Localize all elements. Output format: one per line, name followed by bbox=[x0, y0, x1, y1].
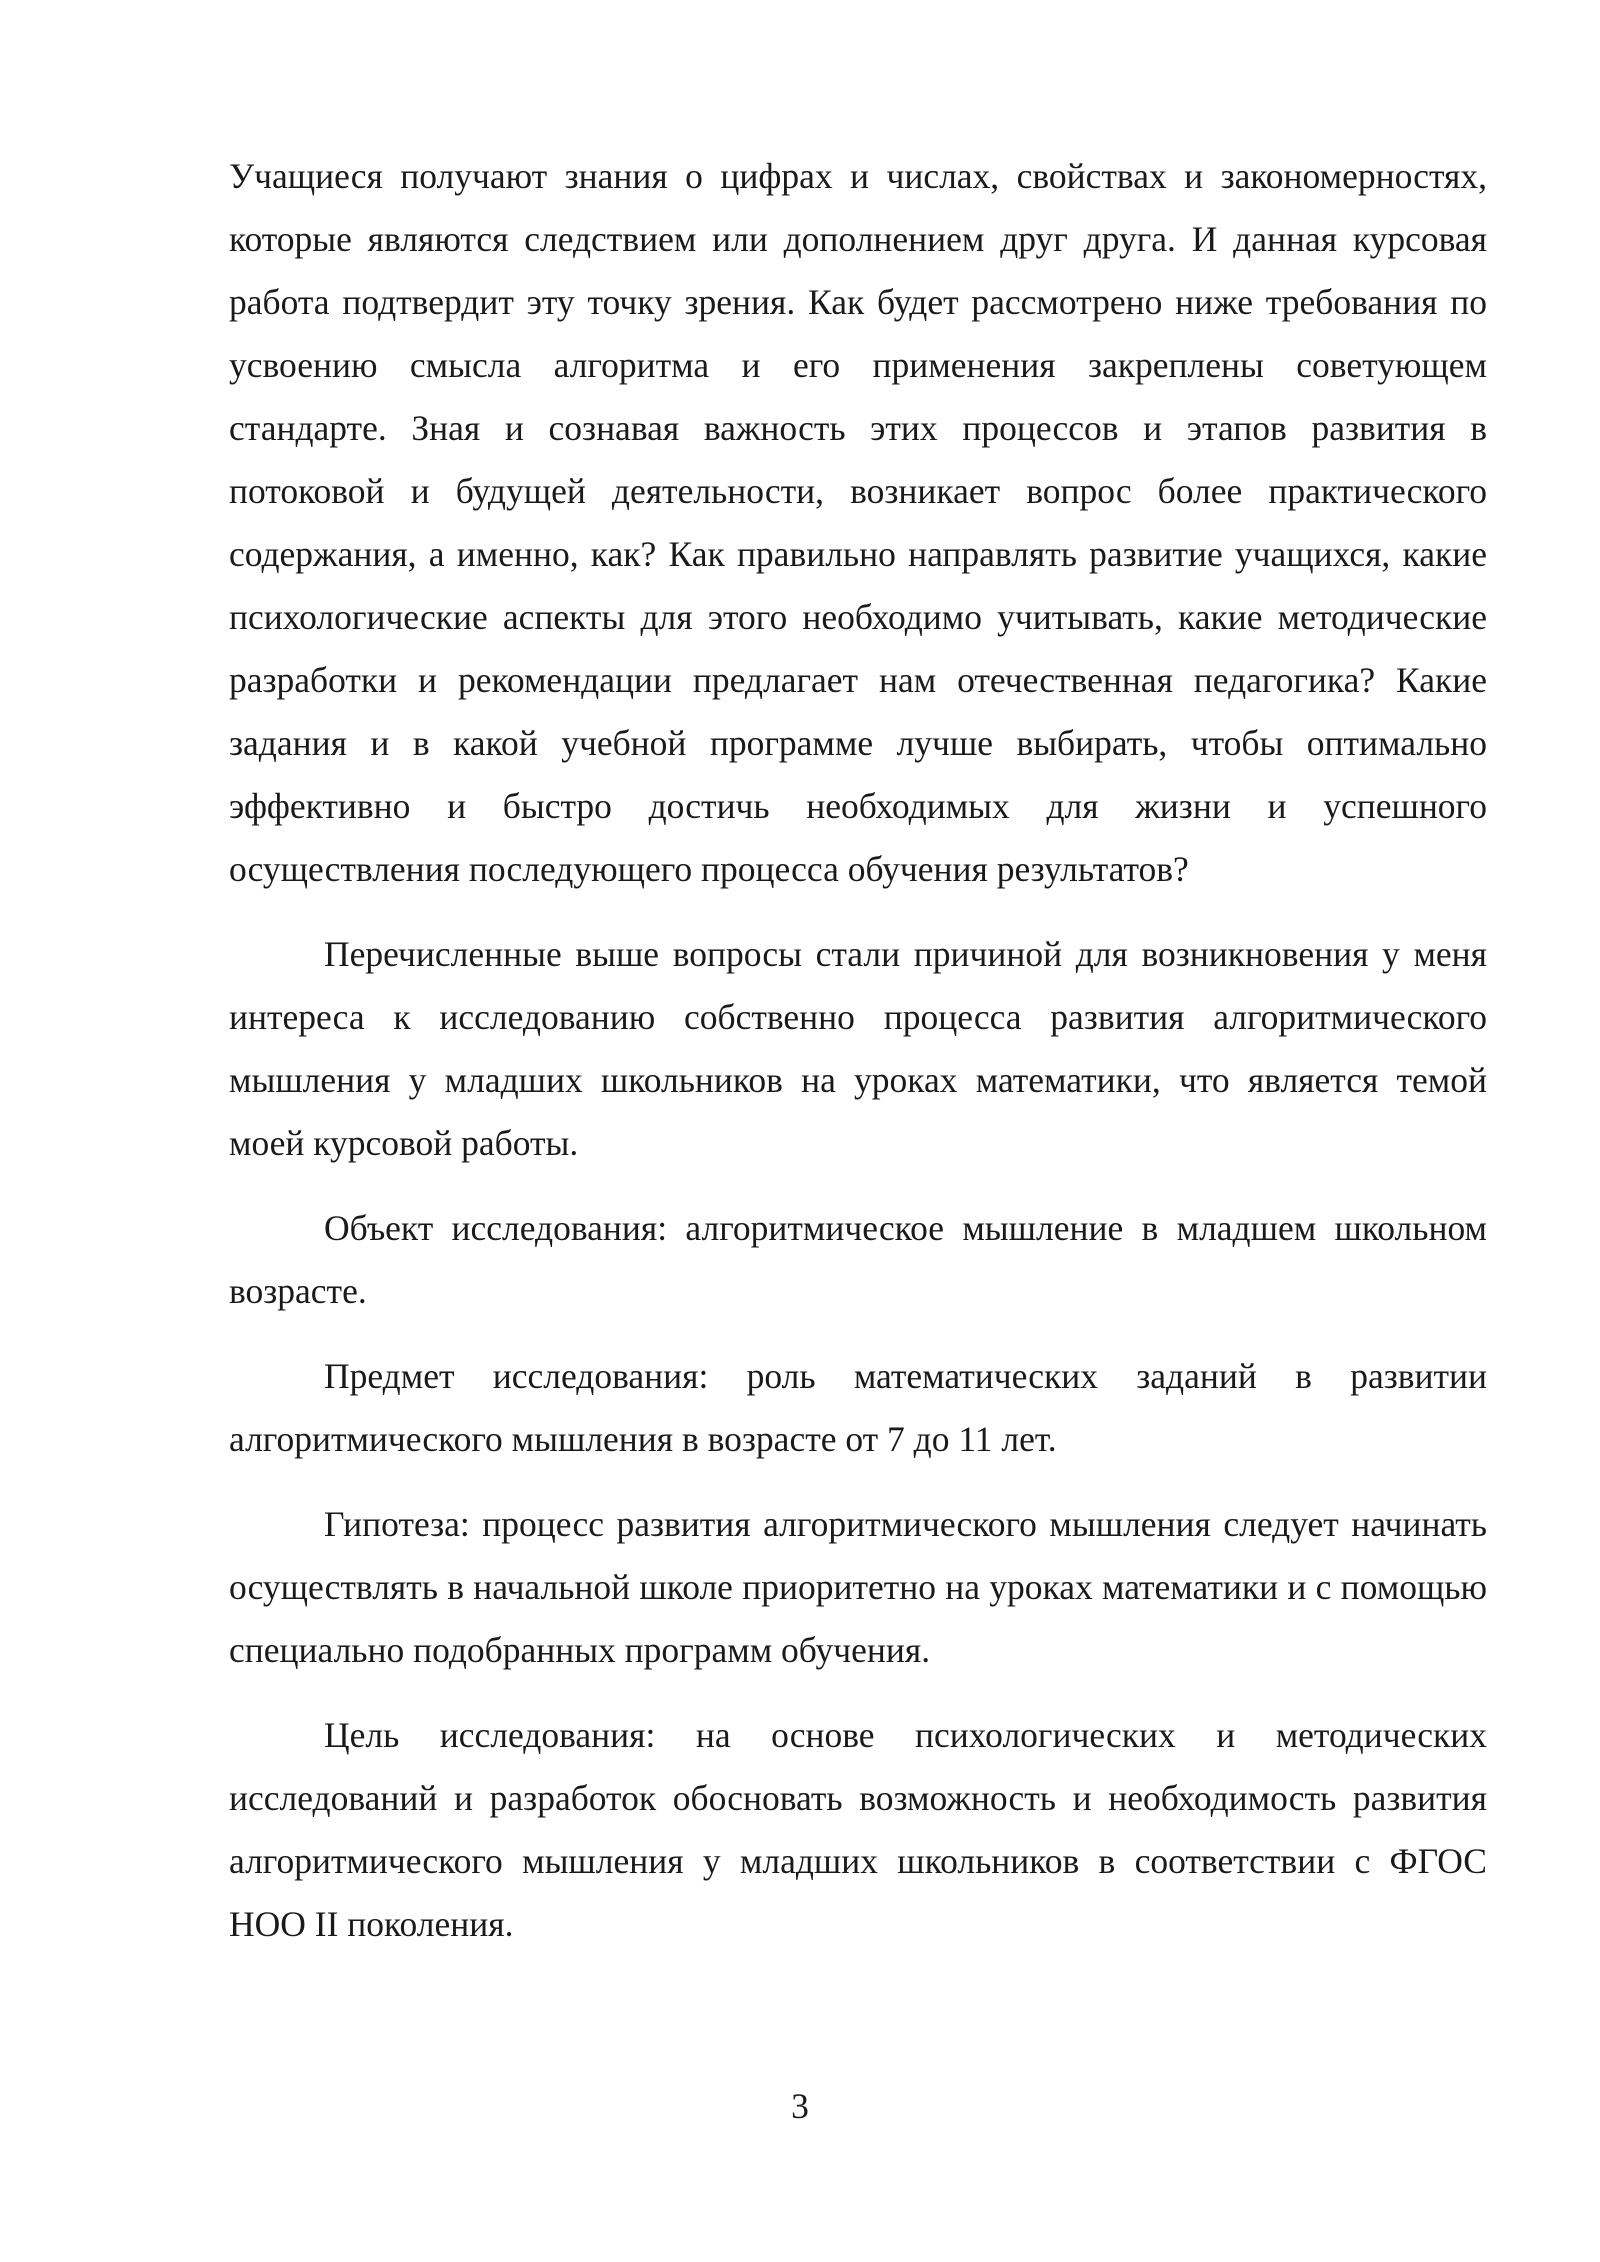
paragraph-questions: Перечисленные выше вопросы стали причиной для возникновения у меня интереса к исследованию собственно процесса развития алгоритмического мышления у младших школьников на уроках математики, что является темой моей курсовой работы. bbox=[229, 934, 1487, 1163]
document-body bbox=[229, 145, 1487, 1956]
paragraph-object: Объект исследования: алгоритмическое мышление в младшем школьном возрасте. bbox=[229, 1208, 1487, 1311]
paragraph-intro: Учащиеся получают знания о цифрах и числах, свойствах и закономерностях, которые являются следствием или дополнением друг друга. И данная курсовая работа подтвердит эту точку зрения. Как будет рассмотрено ниже требования по усвоению смысла алгоритма и его применения закреплены советующем стандарте. Зная и сознавая важность этих процессов и этапов развития в потоковой и будущей деятельности, возникает вопрос более практического содержания, а именно, как? Как правильно направлять развитие учащихся, какие психологические аспекты для этого необходимо учитывать, какие методические разработки и рекомендации предлагает нам отечественная педагогика? Какие задания и в какой учебной программе лучше выбирать, чтобы оптимально эффективно и быстро достичь необходимых для жизни и успешного осуществления последующего процесса обучения результатов? bbox=[229, 156, 1487, 889]
paragraph-goal: Цель исследования: на основе психологических и методических исследований и разработок обосновать возможность и необходимость развития алгоритмического мышления у младших школьников в соответствии с ФГОС НОО II поколения. bbox=[229, 1715, 1487, 1944]
paragraph-subject: Предмет исследования: роль математических заданий в развитии алгоритмического мышления в возрасте от 7 до 11 лет. bbox=[229, 1356, 1487, 1459]
paragraph-hypothesis: Гипотеза: процесс развития алгоритмического мышления следует начинать осуществлять в начальной школе приоритетно на уроках математики и с помощью специально подобранных программ обучения. bbox=[229, 1504, 1487, 1670]
page-number: 3 bbox=[791, 2086, 809, 2126]
